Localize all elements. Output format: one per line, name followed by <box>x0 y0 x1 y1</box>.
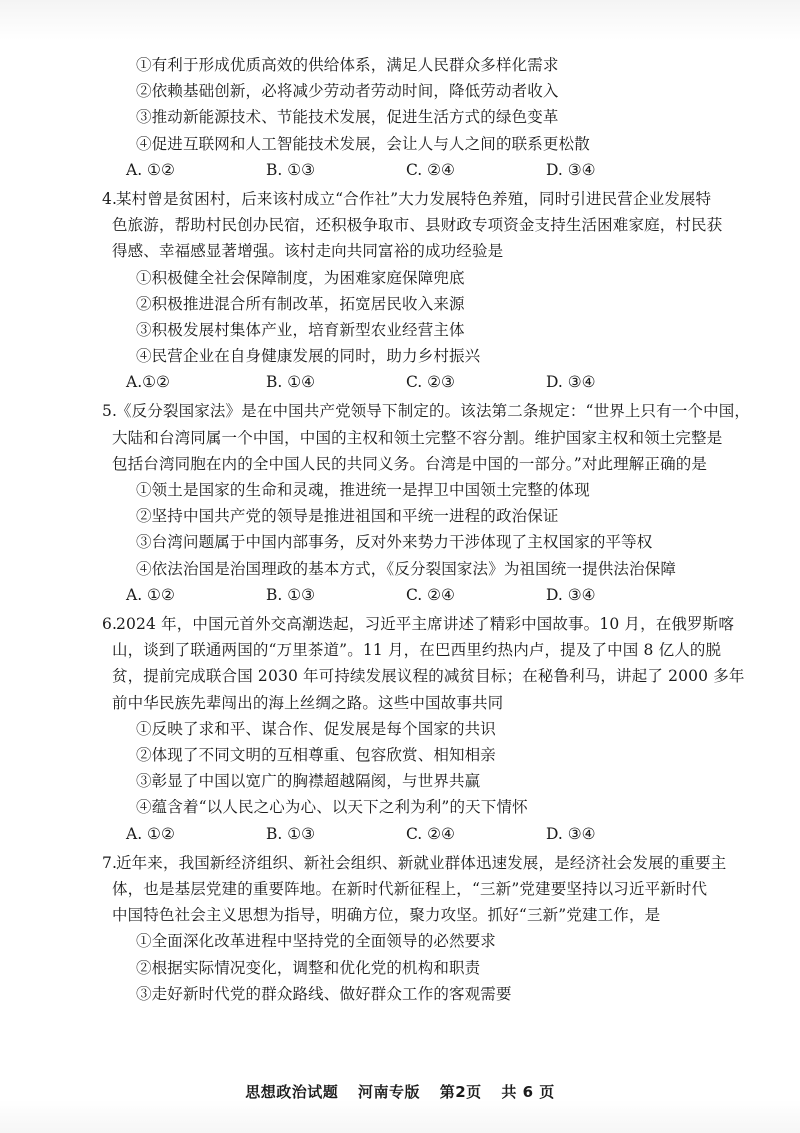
q7-number: 7. <box>102 853 118 872</box>
q7-stem-line-1: 近年来，我国新经济组织、新社会组织、新就业群体迅速发展，是经济社会发展的重要主 <box>116 853 727 872</box>
q4-stem-line-2: 色旅游，帮助村民创办民宿，还积极争取市、县财政专项资金支持生活困难家庭，村民获 <box>112 216 723 235</box>
q4-answer-a: A.①② <box>126 373 170 392</box>
q7-stem-line-3: 中国特色社会主义思想为指导，明确方位，聚力攻坚。抓好“三新”党建工作，是 <box>112 906 661 925</box>
q3-option-1: ①有利于形成优质高效的供给体系，满足人民群众多样化需求 <box>136 56 559 74</box>
q6-option-1: ①反映了求和平、谋合作、促发展是每个国家的共识 <box>136 719 496 738</box>
q5-answer-c: C. ②④ <box>406 585 455 604</box>
q6-stem-line-4: 前中华民族先辈闯出的海上丝绸之路。这些中国故事共同 <box>112 693 504 712</box>
q6-option-2: ②体现了不同文明的互相尊重、包容欣赏、相知相亲 <box>136 746 496 765</box>
q6-stem-line-1: 2024 年，中国元首外交高潮迭起，习近平主席讲述了精彩中国故事。10 月，在俄罗斯喀 <box>116 615 734 634</box>
page-footer <box>0 1081 800 1102</box>
q3-option-3: ③推动新能源技术、节能技术发展，促进生活方式的绿色变革 <box>136 108 559 127</box>
q6-number: 6. <box>102 615 118 634</box>
q5-answer-choices <box>112 582 702 608</box>
q3-answer-d: D. ③④ <box>546 160 596 179</box>
q4-stem <box>102 186 723 265</box>
q4-stem-line-3: 得感、幸福感显著增强。该村走向共同富裕的成功经验是 <box>112 242 504 261</box>
question-7 <box>102 850 727 1007</box>
q4-option-4: ④民营企业在自身健康发展的同时，助力乡村振兴 <box>136 347 481 366</box>
q6-stem <box>102 611 745 716</box>
exam-content <box>102 52 751 1007</box>
question-5 <box>102 398 751 608</box>
q6-stem-line-2: 山，谈到了联通两国的“万里茶道”。11 月，在巴西里约热内卢，提及了中国 8 亿人的脱 <box>112 641 722 660</box>
q4-answer-c: C. ②③ <box>406 373 455 392</box>
q4-option-2: ②积极推进混合所有制改革，拓宽居民收入来源 <box>136 294 465 313</box>
q7-stem-line-2: 体，也是基层党建的重要阵地。在新时代新征程上，“三新”党建要坚持以习近平新时代 <box>112 879 708 898</box>
q6-answer-a: A. ①② <box>126 824 175 843</box>
q4-option-1: ①积极健全社会保障制度，为困难家庭保障兜底 <box>136 268 465 287</box>
q5-option-1: ①领土是国家的生命和灵魂，推进统一是捍卫中国领土完整的体现 <box>136 481 590 500</box>
q4-option-3: ③积极发展村集体产业，培育新型农业经营主体 <box>136 320 465 339</box>
q3-option-2: ②依赖基础创新，必将减少劳动者劳动时间，降低劳动者收入 <box>136 82 559 101</box>
q5-stem-line-3: 包括台湾同胞在内的全中国人民的共同义务。台湾是中国的一部分。”对此理解正确的是 <box>112 454 708 473</box>
footer-total-pages: 共 6 页 <box>501 1083 555 1101</box>
q3-answer-a: A. ①② <box>126 160 175 179</box>
footer-subject: 思想政治试题 <box>245 1083 339 1101</box>
question-6 <box>102 611 745 847</box>
q3-answer-choices <box>112 157 702 183</box>
q4-stem-line-1: 某村曾是贫困村，后来该村成立“合作社”大力发展特色养殖，同时引进民营企业发展特 <box>116 189 712 208</box>
q5-answer-b: B. ①③ <box>266 585 316 604</box>
q3-option-4: ④促进互联网和人工智能技术发展，会让人与人之间的联系更松散 <box>136 134 590 153</box>
q4-answer-b: B. ①④ <box>266 373 316 392</box>
q5-answer-a: A. ①② <box>126 585 175 604</box>
q7-option-2: ②根据实际情况变化，调整和优化党的机构和职责 <box>136 958 481 977</box>
q5-stem-line-1: 《反分裂国家法》是在中国共产党领导下制定的。该法第二条规定：“世界上只有一个中国， <box>116 402 751 421</box>
q4-number: 4. <box>102 189 118 208</box>
q4-answer-choices <box>112 369 702 395</box>
q4-answer-d: D. ③④ <box>546 373 596 392</box>
question-3 <box>112 52 702 183</box>
q7-option-1: ①全面深化改革进程中坚持党的全面领导的必然要求 <box>136 932 496 951</box>
q5-option-2: ②坚持中国共产党的领导是推进祖国和平统一进程的政治保证 <box>136 507 559 526</box>
q3-answer-c: C. ②④ <box>406 160 455 179</box>
q3-answer-b: B. ①③ <box>266 160 316 179</box>
q6-stem-line-3: 贫，提前完成联合国 2030 年可持续发展议程的减贫目标；在秘鲁利马，讲起了 2000 多年 <box>112 667 745 686</box>
q6-answer-choices <box>112 821 702 847</box>
q6-option-3: ③彰显了中国以宽广的胸襟超越隔阂，与世界共赢 <box>136 772 481 791</box>
q5-answer-d: D. ③④ <box>546 585 596 604</box>
q5-option-3: ③台湾问题属于中国内部事务，反对外来势力干涉体现了主权国家的平等权 <box>136 533 653 552</box>
footer-page-number: 第2页 <box>439 1083 482 1101</box>
q5-option-4: ④依法治国是治国理政的基本方式，《反分裂国家法》为祖国统一提供法治保障 <box>136 559 677 578</box>
q5-stem <box>102 398 751 477</box>
question-4 <box>102 186 723 396</box>
q6-answer-d: D. ③④ <box>546 824 596 843</box>
q7-stem <box>102 850 727 929</box>
q7-option-3: ③走好新时代党的群众路线、做好群众工作的客观需要 <box>136 984 512 1003</box>
q5-number: 5. <box>102 402 118 421</box>
q6-answer-b: B. ①③ <box>266 824 316 843</box>
footer-edition: 河南专版 <box>357 1083 420 1101</box>
q6-option-4: ④蕴含着“以人民之心为心、以天下之利为利”的天下情怀 <box>136 798 528 817</box>
q5-stem-line-2: 大陆和台湾同属一个中国，中国的主权和领土完整不容分割。维护国家主权和领土完整是 <box>112 428 723 447</box>
q6-answer-c: C. ②④ <box>406 824 455 843</box>
